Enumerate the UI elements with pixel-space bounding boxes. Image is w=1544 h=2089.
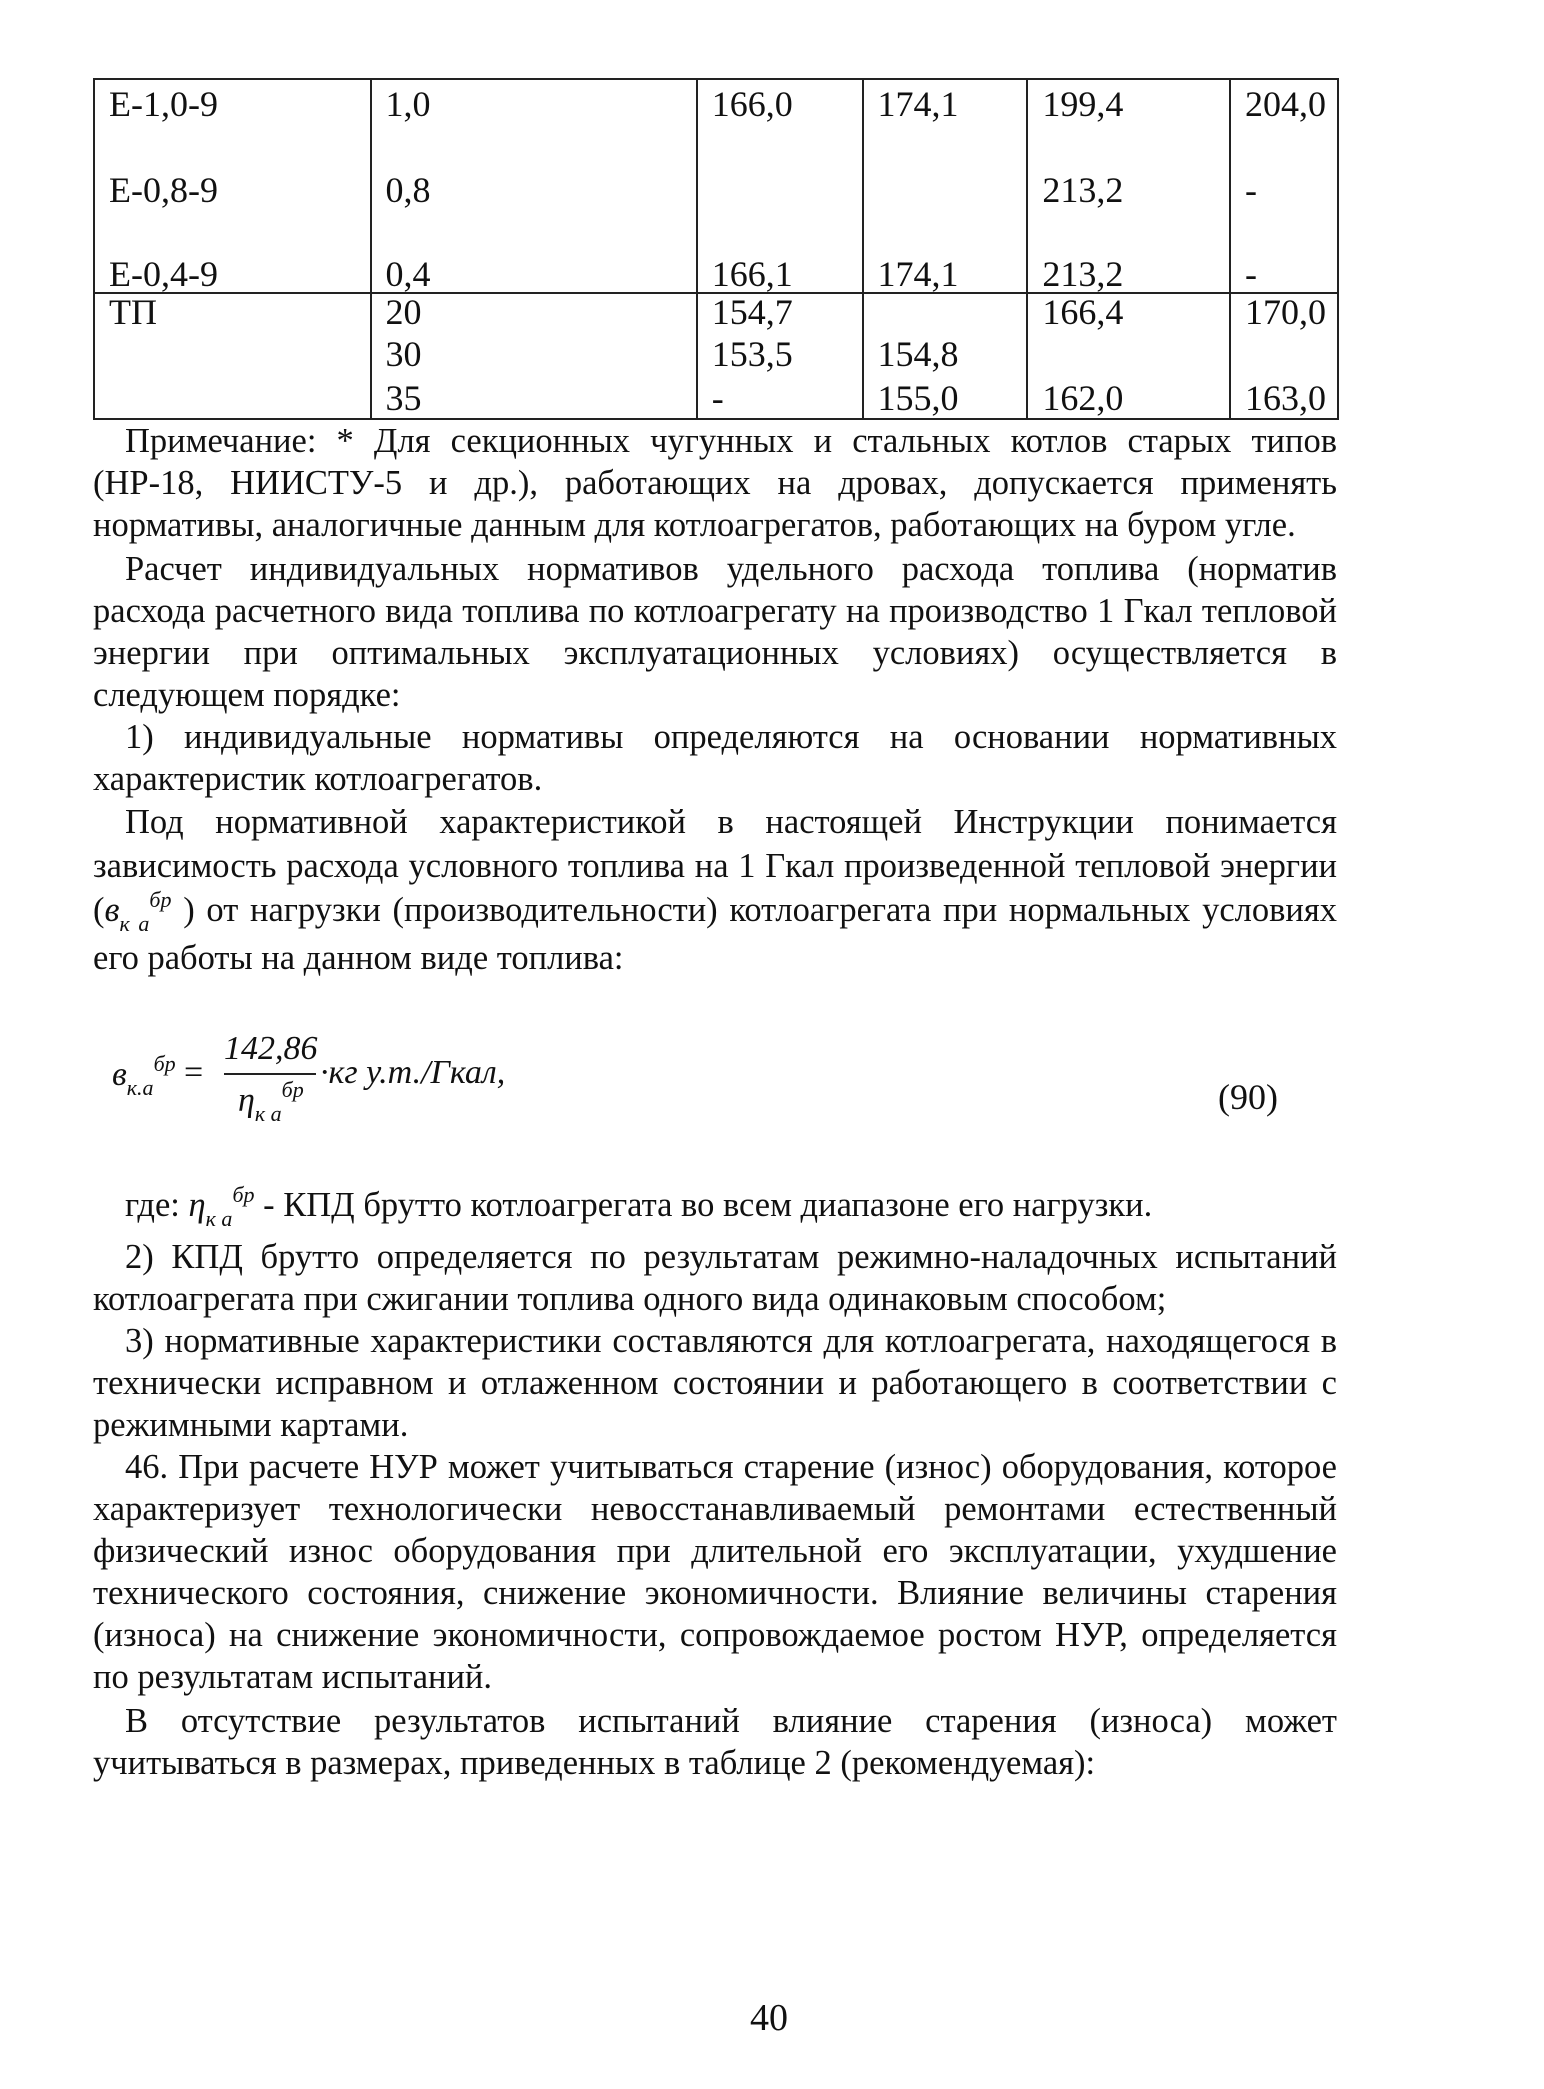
table-cell: 155,0 — [863, 380, 1028, 419]
formula-unit: ·кг у.т./Гкал, — [320, 1054, 506, 1091]
definition-text-end: ) от нагрузки (производительности) котлоагрегата при нормальных условиях его работы на данном виде топлива: — [93, 891, 1338, 977]
table-cell: 154,7 — [697, 293, 863, 336]
table-cell: Е-0,4-9 — [94, 256, 371, 293]
table-cell — [94, 336, 371, 380]
table-cell: 166,0 — [697, 79, 863, 172]
eta-symbol: $\eta_{к а}^{бр}$ — [188, 1182, 255, 1231]
table-cell: 213,2 — [1027, 172, 1230, 256]
table-cell: 170,0 — [1230, 293, 1338, 336]
table-cell: 0,8 — [371, 172, 697, 256]
table-cell: Е-1,0-9 — [94, 79, 371, 172]
table-cell: 20 — [371, 293, 697, 336]
table-cell: - — [697, 380, 863, 419]
table-cell: 166,1 — [697, 256, 863, 293]
absence-paragraph: В отсутствие результатов испытаний влияние старения (износа) может учитываться в размерах, приведенных в таблице 2 (рекомендуемая): — [93, 1702, 1337, 1782]
table-row — [94, 172, 1338, 256]
table-cell: 174,1 — [863, 79, 1028, 172]
table-cell: 166,4 — [1027, 293, 1230, 336]
definition-text-start: Под нормативной характеристикой в настоящей Инструкции понимается зависимость расхода условного топлива на 1 Гкал произведенной тепловой энергии ( — [93, 803, 1337, 929]
formula-lhs: $в_{к.а}^{бр}$ — [112, 1051, 176, 1100]
table-row — [94, 336, 1338, 380]
table-row — [94, 256, 1338, 293]
item-3-paragraph: 3) нормативные характеристики составляются для котлоагрегата, находящегося в технически исправном и отлаженном состоянии и работающего в соответствии с режимными картами. — [93, 1322, 1337, 1444]
table-cell: 153,5 — [697, 336, 863, 380]
item-46-paragraph: 46. При расчете НУР может учитываться старение (износ) оборудования, которое характеризует технологически невосстанавливаемый ремонтами естественный физический износ оборудования при длительной его эксплуатации, ухудшение технического состояния, снижение экономичности. Влияние величины старения (износа) на снижение экономичности, сопровождаемое ростом НУР, определяется по результатам испытаний. — [93, 1448, 1337, 1696]
item-2-paragraph: 2) КПД брутто определяется по результатам режимно-наладочных испытаний котлоагрегата при сжигании топлива одного вида одинаковым способом; — [93, 1238, 1337, 1318]
fuel-norms-table — [93, 78, 1339, 420]
item-1-paragraph: 1) индивидуальные нормативы определяются на основании нормативных характеристик котлоагрегатов. — [93, 718, 1337, 798]
table-cell: - — [1230, 172, 1338, 256]
b-symbol: $в_{к а}^{бр}$ — [104, 887, 172, 936]
table-row — [94, 380, 1338, 419]
table-cell: - — [1230, 256, 1338, 293]
table-cell — [94, 380, 371, 419]
table-cell: 174,1 — [863, 256, 1028, 293]
table-cell — [863, 293, 1028, 336]
page-number: 40 — [750, 1997, 788, 2039]
table-cell: 213,2 — [1027, 256, 1230, 293]
table-cell — [1027, 336, 1230, 380]
table-cell: 30 — [371, 336, 697, 380]
table-cell: 204,0 — [1230, 79, 1338, 172]
formula-numerator: 142,86 — [224, 1030, 318, 1067]
formula-equals: = — [184, 1054, 204, 1091]
table-cell — [697, 172, 863, 256]
table-cell: 163,0 — [1230, 380, 1338, 419]
where-paragraph: где: $\eta_{к а}^{бр}$ - КПД брутто котлоагрегата во всем диапазоне его нагрузки. — [125, 1182, 1153, 1231]
note-paragraph: Примечание: * Для секционных чугунных и стальных котлов старых типов (НР-18, НИИСТУ-5 и др.), работающих на дровах, допускается применять нормативы, аналогичные данным для котлоагрегатов, работающих на буром угле. — [93, 422, 1337, 544]
formula-90 — [112, 1030, 1342, 1150]
table-row — [94, 293, 1338, 336]
table-cell: 162,0 — [1027, 380, 1230, 419]
table-cell: 35 — [371, 380, 697, 419]
formula-denominator: $\eta_{к а}^{бр}$ — [238, 1077, 304, 1126]
table-cell: 1,0 — [371, 79, 697, 172]
table-cell: 0,4 — [371, 256, 697, 293]
definition-paragraph — [93, 800, 1337, 980]
fraction-bar — [224, 1073, 316, 1075]
table-row — [94, 79, 1338, 172]
table-cell — [1230, 336, 1338, 380]
formula-number: (90) — [1218, 1077, 1278, 1117]
table-cell: 199,4 — [1027, 79, 1230, 172]
calc-paragraph: Расчет индивидуальных нормативов удельного расхода топлива (норматив расхода расчетного вида топлива по котлоагрегату на производство 1 Гкал тепловой энергии при оптимальных эксплуатационных условиях) осуществляется в следующем порядке: — [93, 550, 1337, 714]
table-cell: ТП — [94, 293, 371, 336]
table-cell: Е-0,8-9 — [94, 172, 371, 256]
table-cell — [863, 172, 1028, 256]
table-cell: 154,8 — [863, 336, 1028, 380]
